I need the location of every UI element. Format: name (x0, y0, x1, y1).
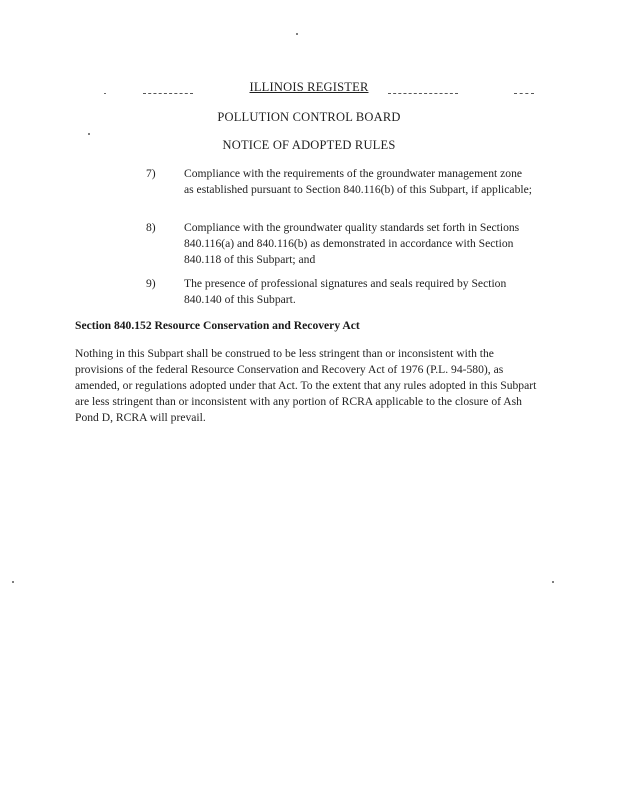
item-number: 7) (146, 167, 156, 180)
item-number: 8) (146, 221, 156, 234)
item-number: 9) (146, 277, 156, 290)
section-paragraph: Nothing in this Subpart shall be construed to be less stringent than or inconsistent with the provisions of the federal Resource Conservation and Recovery Act of 1976 (P.L. 94-580), as amended, or regulations adopted under that Act. To the extent that any rules adopted in this Subpart are less stringent than or inconsistent with any portion of RCRA applicable to the closure of Ash Pond D, RCRA will prevail. (75, 347, 537, 424)
agency-name: POLLUTION CONTROL BOARD (217, 110, 401, 124)
scan-speck (12, 581, 14, 583)
scan-speck (552, 581, 554, 583)
item-text: The presence of professional signatures and seals required by Section 840.140 of this Subpart. (184, 277, 507, 306)
section-heading: Section 840.152 Resource Conservation and Recovery Act (75, 319, 360, 332)
notice-type: NOTICE OF ADOPTED RULES (222, 138, 396, 152)
scan-speck (88, 133, 90, 135)
item-text: Compliance with the groundwater quality standards set forth in Sections 840.116(a) and 840.116(b) as demonstrated in accordance with Section 840.118 of this Subpart; and (184, 221, 520, 266)
item-text: Compliance with the requirements of the groundwater management zone as established pursuant to Section 840.116(b) of this Subpart, if applicable; (184, 167, 532, 196)
register-title: ILLINOIS REGISTER (249, 80, 369, 94)
scan-speck (296, 33, 298, 35)
